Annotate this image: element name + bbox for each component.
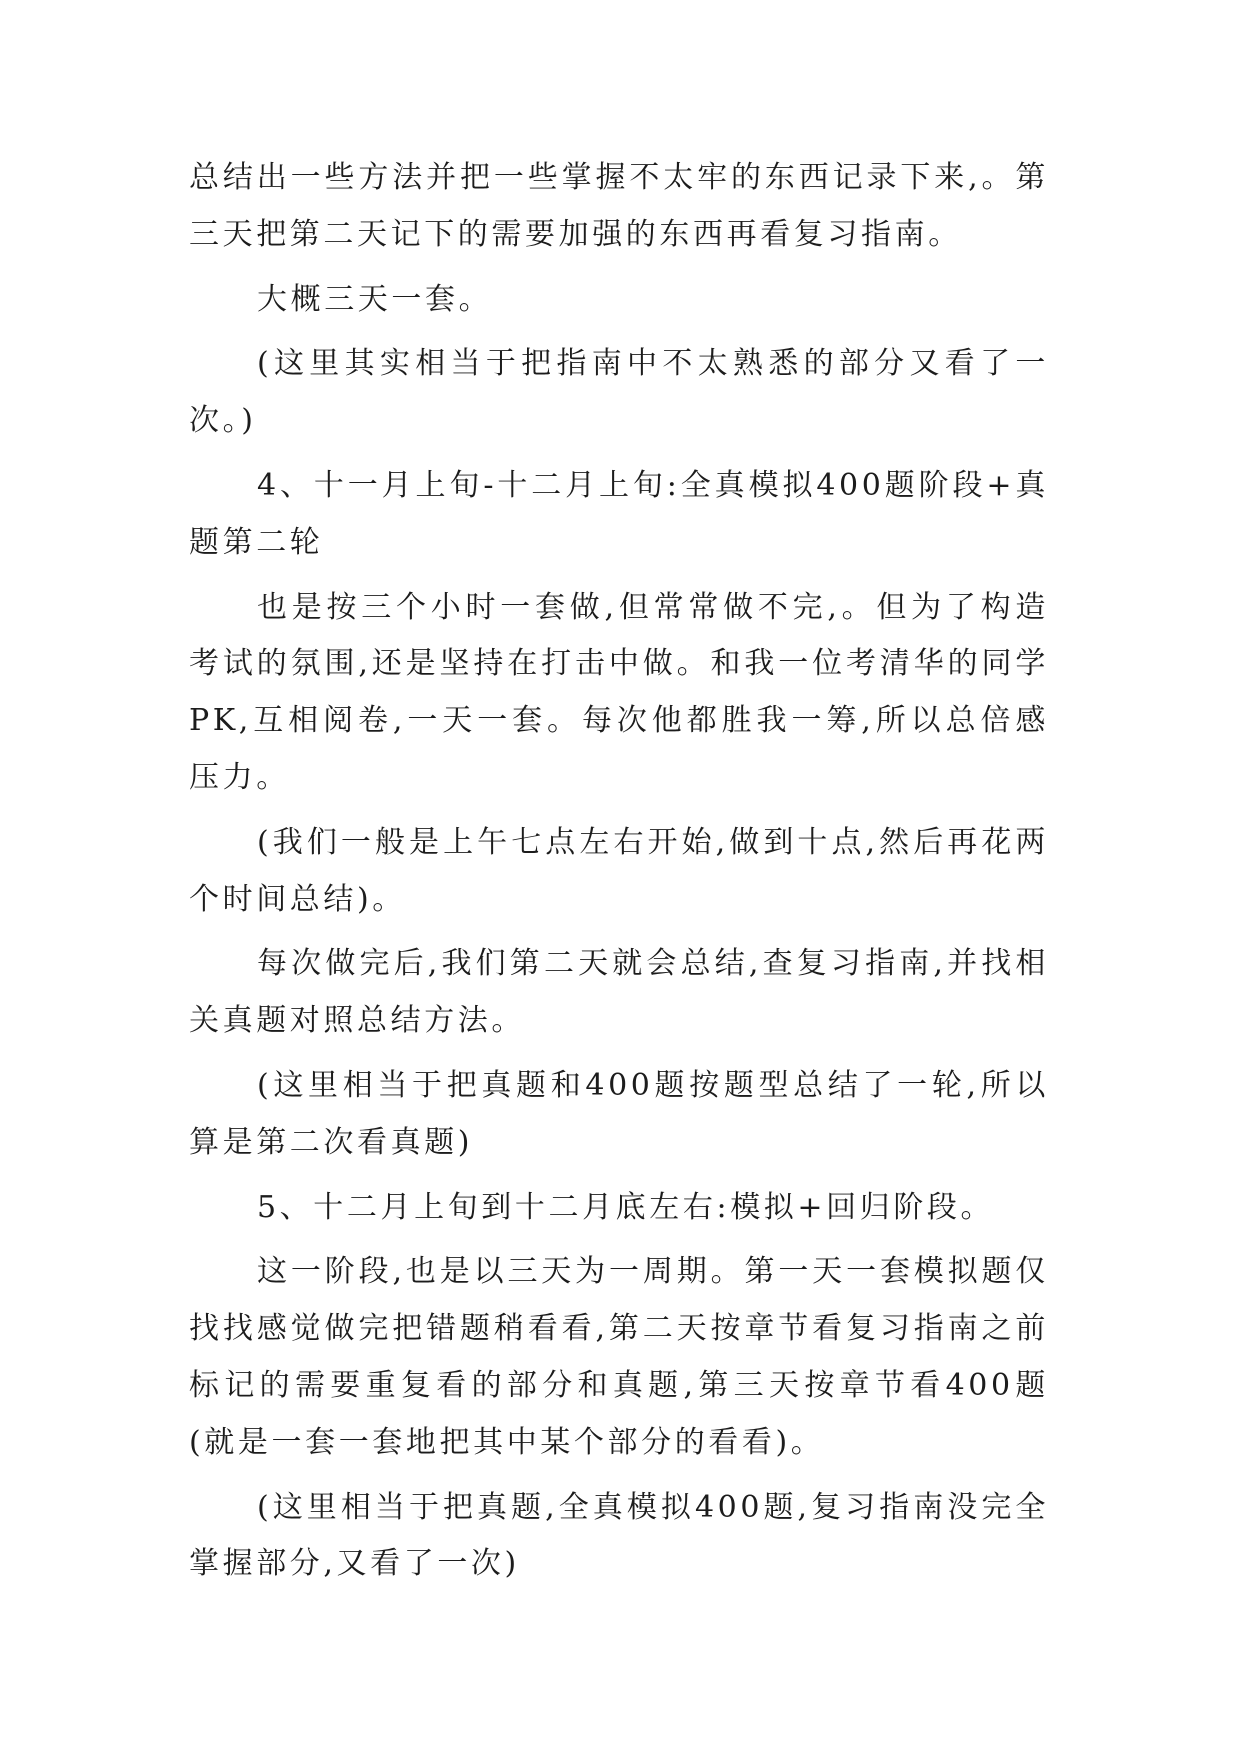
paragraph-continued: 总结出一些方法并把一些掌握不太牢的东西记录下来,。第三天把第二天记下的需要加强的东西再看复习指南。 xyxy=(189,160,1049,252)
paragraph: 大概三天一套。 xyxy=(257,281,493,317)
document-body xyxy=(189,150,1049,1601)
paragraph: 也是按三个小时一套做,但常常做不完,。但为了构造考试的氛围,还是坚持在打击中做。和我一位考清华的同学PK,互相阅卷,一天一套。每次他都胜我一筹,所以总倍感压力。 xyxy=(189,589,1049,795)
section-heading-5: 5、十二月上旬到十二月底左右:模拟+回归阶段。 xyxy=(257,1189,995,1225)
paragraph: (这里相当于把真题,全真模拟400题,复习指南没完全掌握部分,又看了一次) xyxy=(189,1489,1049,1582)
paragraph: 这一阶段,也是以三天为一周期。第一天一套模拟题仅找找感觉做完把错题稍看看,第二天按章节看复习指南之前标记的需要重复看的部分和真题,第三天按章节看400题(就是一套一套地把其中某个部分的看看)。 xyxy=(189,1254,1049,1460)
paragraph: 每次做完后,我们第二天就会总结,查复习指南,并找相关真题对照总结方法。 xyxy=(189,946,1049,1039)
paragraph: (这里其实相当于把指南中不太熟悉的部分又看了一次。) xyxy=(189,346,1049,439)
paragraph: (我们一般是上午七点左右开始,做到十点,然后再花两个时间总结)。 xyxy=(189,824,1049,917)
section-heading-4: 4、十一月上旬-十二月上旬:全真模拟400题阶段+真题第二轮 xyxy=(189,467,1049,560)
paragraph: (这里相当于把真题和400题按题型总结了一轮,所以算是第二次看真题) xyxy=(189,1067,1049,1160)
